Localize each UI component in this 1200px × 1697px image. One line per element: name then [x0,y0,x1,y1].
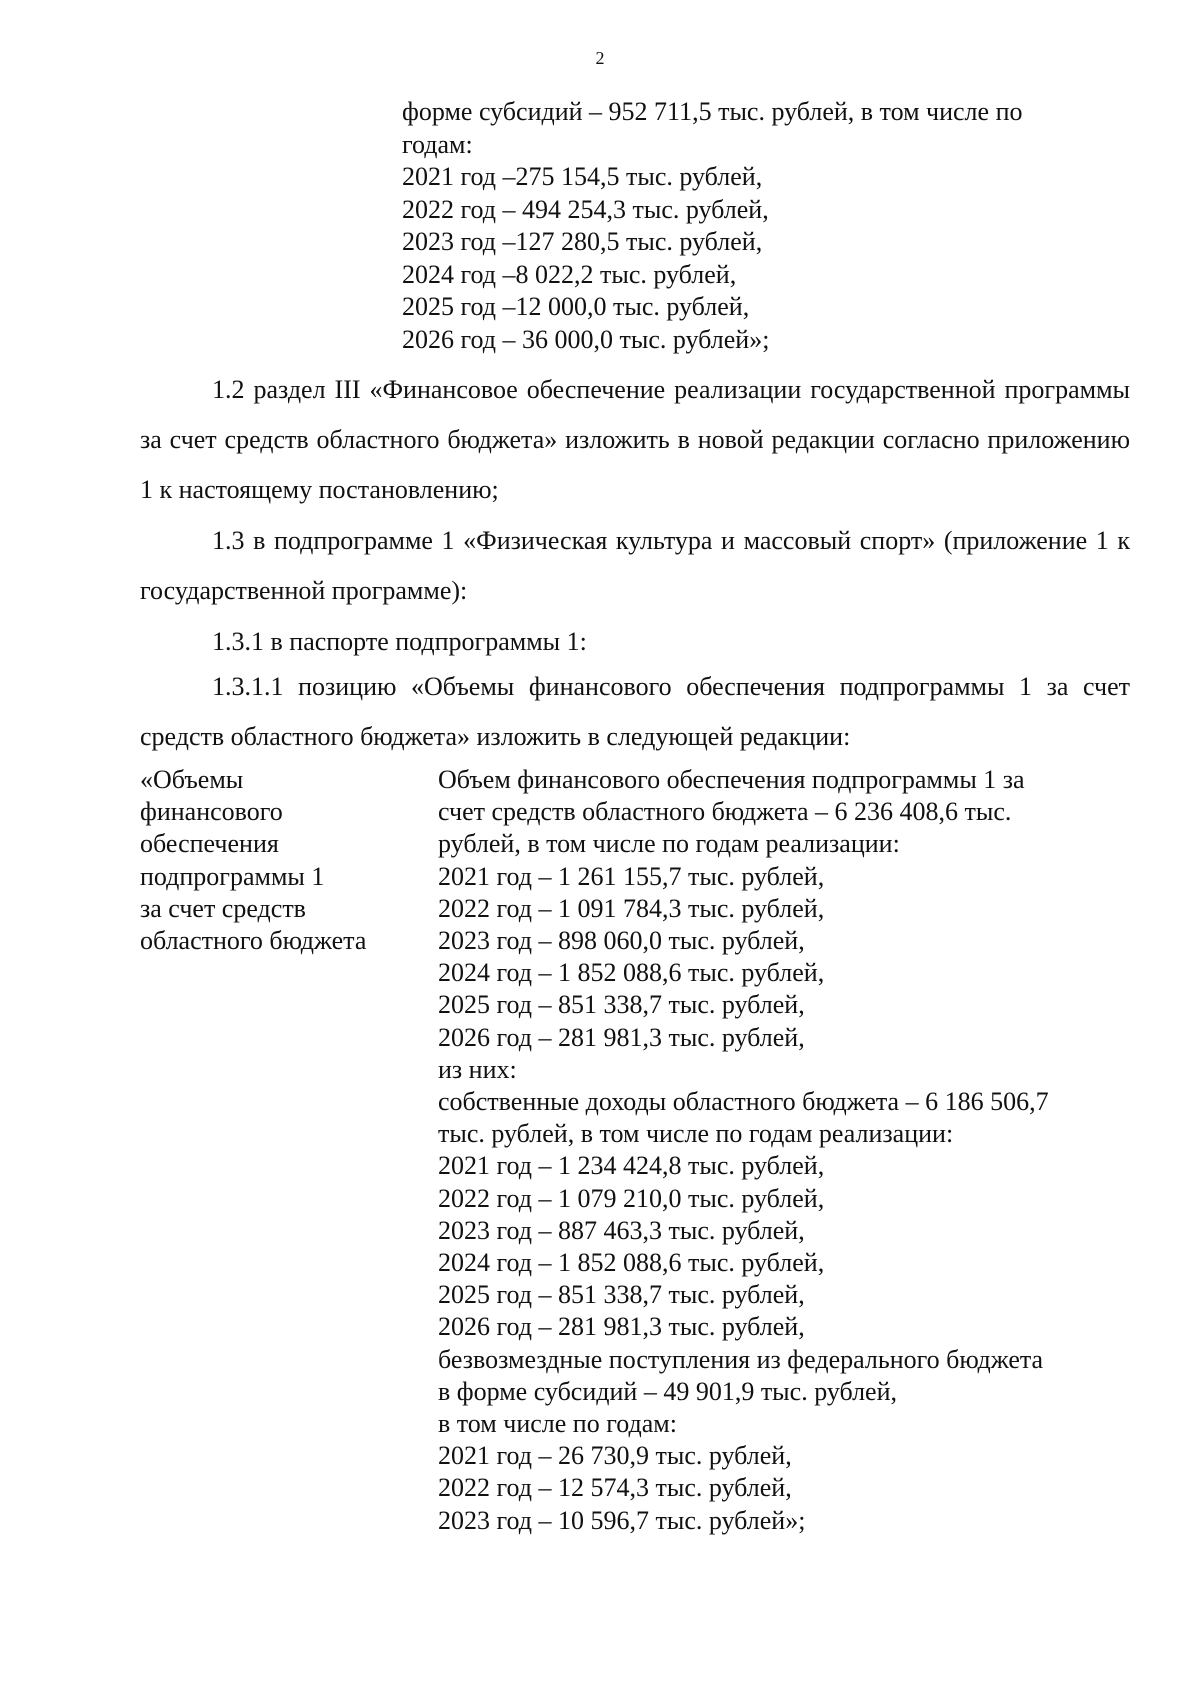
passport-value-line: 2022 год – 1 091 784,3 тыс. рублей, [438,893,825,923]
page-number: 2 [595,48,605,68]
paragraph-1-3-1-1 [140,662,1130,762]
passport-value-line: 2023 год – 887 463,3 тыс. рублей, [438,1215,805,1245]
passport-value-line: 2021 год – 26 730,9 тыс. рублей, [438,1441,792,1471]
passport-value-line: 2023 год – 898 060,0 тыс. рублей, [438,926,805,956]
paragraph-text: 1.2 раздел III «Финансовое обеспечение реализации государственной программы за счет средств областного бюджета» изложить в новой редакции согласно приложению 1 к настоящему постановлению; [140,375,1130,504]
passport-label-line: обеспечения [140,829,279,859]
passport-value-line: собственные доходы областного бюджета – 6 186 506,7 [438,1087,1049,1117]
top-line: годам: [402,129,473,159]
passport-value-line: в форме субсидий – 49 901,9 тыс. рублей, [438,1376,898,1406]
passport-value-line: 2022 год – 1 079 210,0 тыс. рублей, [438,1183,825,1213]
passport-label-line: финансового [140,797,283,827]
passport-value-line: 2025 год – 851 338,7 тыс. рублей, [438,990,805,1020]
passport-value-line: Объем финансового обеспечения подпрограммы 1 за [438,765,1025,794]
top-line: 2025 год –12 000,0 тыс. рублей, [402,292,750,321]
passport-value-line: безвозмездные поступления из федерального бюджета [438,1344,1044,1374]
passport-value-line: 2024 год – 1 852 088,6 тыс. рублей, [438,1248,825,1278]
top-line: 2023 год –127 280,5 тыс. рублей, [402,227,763,256]
passport-value-line: 2024 год – 1 852 088,6 тыс. рублей, [438,958,825,988]
passport-value-line: счет средств областного бюджета – 6 236 408,6 тыс. [438,797,1012,827]
top-line: 2026 год – 36 000,0 тыс. рублей»; [402,324,770,354]
passport-value-line: 2021 год – 1 261 155,7 тыс. рублей, [438,861,825,891]
top-line: 2021 год –275 154,5 тыс. рублей, [402,162,763,191]
passport-label-line: областного бюджета [140,926,367,956]
passport-label-line: подпрограммы 1 [140,861,325,891]
passport-value-line: 2022 год – 12 574,3 тыс. рублей, [438,1473,792,1503]
top-block-subsidies [402,96,1122,356]
passport-value-line: 2026 год – 281 981,3 тыс. рублей, [438,1022,805,1052]
paragraph-1-3-1 [140,617,1130,667]
top-line: 2024 год –8 022,2 тыс. рублей, [402,259,737,289]
passport-value-line: 2025 год – 851 338,7 тыс. рублей, [438,1280,805,1310]
passport-value-line: 2026 год – 281 981,3 тыс. рублей, [438,1312,805,1342]
passport-value-line: рублей, в том числе по годам реализации: [438,829,900,859]
passport-value-line: в том числе по годам: [438,1409,677,1439]
passport-value-line: тыс. рублей, в том числе по годам реализации: [438,1119,954,1149]
passport-label-line: за счет средств [140,893,306,923]
passport-value-line: из них: [438,1054,517,1084]
top-line: 2022 год – 494 254,3 тыс. рублей, [402,194,769,224]
passport-label-column [140,764,420,957]
paragraph-text: 1.3 в подпрограмме 1 «Физическая культура и массовый спорт» (приложение 1 к государственной программе): [140,526,1130,605]
paragraph-1-2 [140,365,1130,515]
paragraph-text: 1.3.1 в паспорте подпрограммы 1: [212,627,587,656]
passport-value-column [438,764,1138,1537]
passport-label-line: «Объемы [140,765,244,794]
passport-value-line: 2023 год – 10 596,7 тыс. рублей»; [438,1505,806,1535]
paragraph-1-3 [140,516,1130,616]
passport-value-line: 2021 год – 1 234 424,8 тыс. рублей, [438,1151,825,1181]
paragraph-text: 1.3.1.1 позицию «Объемы финансового обеспечения подпрограммы 1 за счет средств областного бюджета» изложить в следующей редакции: [140,672,1130,751]
top-line: форме субсидий – 952 711,5 тыс. рублей, в том числе по [402,97,1023,126]
